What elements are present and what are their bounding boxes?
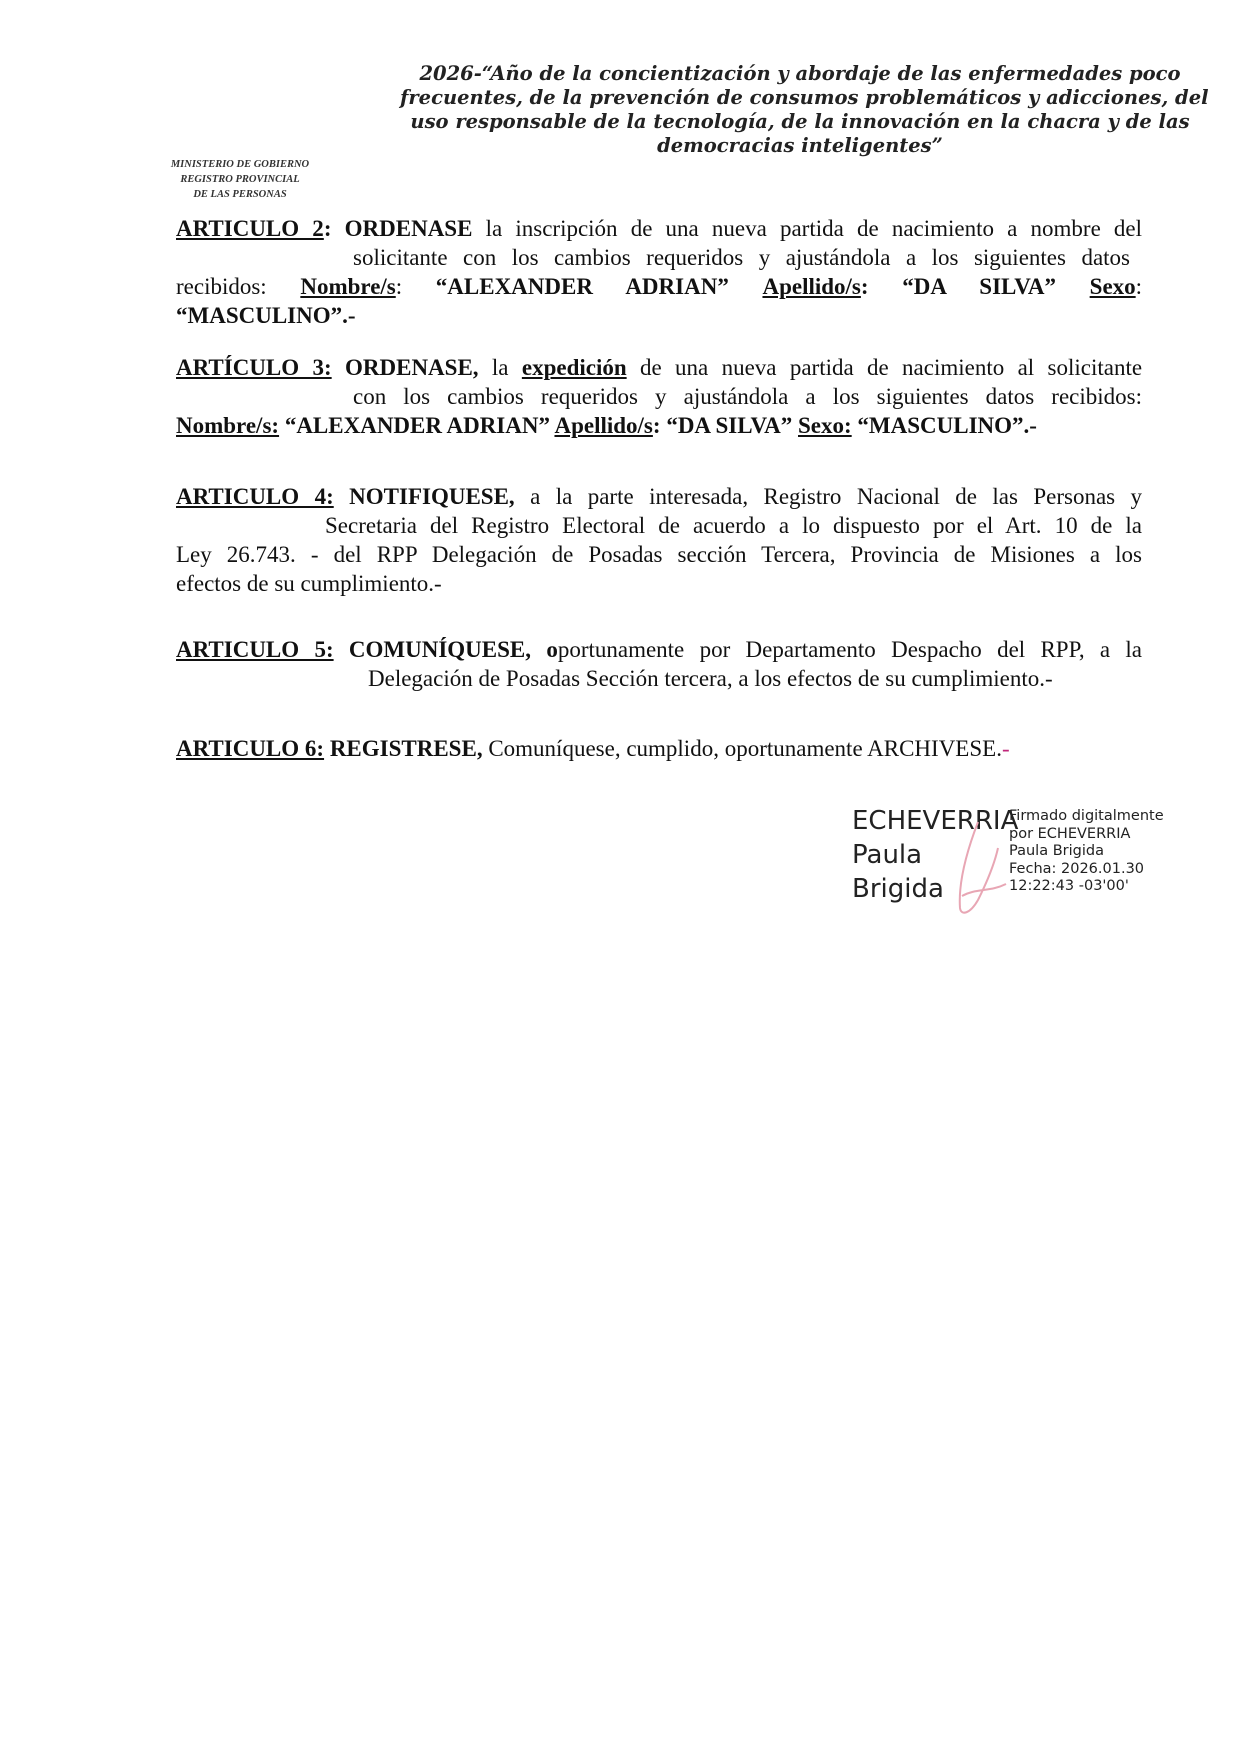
signature-name-line: ECHEVERRIA: [852, 806, 1019, 836]
ministry-line: DE LAS PERSONAS: [193, 189, 287, 200]
article-5-line-2: Delegación de Posadas Sección tercera, a los efectos de su cumplimiento.-: [368, 666, 1053, 691]
field-value: “DA SILVA”: [666, 413, 793, 438]
article-4: [176, 482, 1142, 598]
article-colon: :: [323, 216, 332, 241]
article-text: a la parte interesada, Registro Nacional de las Personas y: [530, 484, 1143, 509]
signature-detail-line: Fecha: 2026.01.30: [1009, 860, 1145, 877]
article-label: ARTÍCULO 3:: [176, 355, 332, 380]
field-label: Sexo: [1089, 274, 1136, 299]
signature-detail-line: Firmado digitalmente: [1009, 808, 1164, 824]
field-value: “MASCULINO”.-: [857, 413, 1037, 438]
article-text: de una nueva partida de nacimiento al solicitante: [639, 355, 1143, 380]
field-label: Apellido/s: [762, 274, 861, 299]
motto-line: uso responsable de la tecnología, de la innovación en la chacra y de las: [410, 110, 1190, 133]
field-label: Nombre/s: [300, 274, 396, 299]
article-4-line-3: Ley 26.743. - del RPP Delegación de Posadas sección Tercera, Provincia de Misiones a los: [176, 542, 1142, 567]
article-text: la inscripción de una nueva partida de nacimiento a nombre del: [485, 216, 1143, 241]
article-5: [176, 635, 1142, 693]
ministry-line: REGISTRO PROVINCIAL: [180, 174, 300, 185]
article-label: ARTICULO 2: [176, 216, 324, 241]
article-2-line-4: [176, 301, 1142, 330]
article-verb: NOTIFIQUESE,: [349, 484, 515, 509]
article-3-line-3: Nombre/s: “ALEXANDER ADRIAN” Apellido/s: “DA SILVA” Sexo: “MASCULINO”.-: [176, 413, 1037, 438]
article-keyword: expedición: [521, 355, 627, 380]
article-text: la: [491, 355, 509, 380]
article-label: ARTICULO 5:: [176, 637, 334, 662]
article-3-line-1: [176, 353, 1142, 382]
signature-detail-line: por ECHEVERRIA: [1009, 825, 1131, 842]
article-text: portunamente por Departamento Despacho del RPP, a la: [557, 637, 1142, 662]
article-2-line-3: recibidos: Nombre/s: “ALEXANDER ADRIAN” Apellido/s: “DA SILVA” Sexo:: [176, 274, 1143, 299]
signature-name-line: Paula: [852, 840, 923, 870]
article-text: recibidos:: [176, 274, 267, 299]
signature-detail-line: Paula Brigida: [1009, 843, 1104, 859]
article-2-line-2: solicitante con los cambios requeridos y ajustándola a los siguientes datos: [353, 245, 1130, 270]
field-value: “MASCULINO”.-: [176, 303, 356, 328]
article-bold-letter: o: [546, 637, 558, 662]
article-4-line-2: Secretaria del Registro Electoral de acuerdo a lo dispuesto por el Art. 10 de la: [325, 513, 1142, 538]
article-label: ARTICULO 6:: [176, 736, 325, 761]
article-2: [176, 214, 1142, 330]
signature-name-line: Brigida: [852, 874, 944, 904]
article-4-line-4: efectos de su cumplimiento.-: [176, 571, 442, 596]
ministry-header: [150, 157, 330, 202]
signature-details: [1009, 808, 1164, 896]
article-verb: REGISTRESE,: [329, 736, 483, 761]
article-6-line-1: [176, 734, 1142, 763]
field-value: “ALEXANDER ADRIAN”: [435, 274, 729, 299]
field-value: “DA SILVA”: [902, 274, 1057, 299]
article-verb: ORDENASE,: [345, 355, 479, 380]
field-label: Nombre/s:: [176, 413, 280, 438]
signature-mark-icon: [948, 818, 1010, 918]
ministry-line: MINISTERIO DE GOBIERNO: [170, 159, 310, 170]
article-text: Comuníquese, cumplido, oportunamente ARCHIVESE.: [488, 736, 1002, 761]
motto-line: frecuentes, de la prevención de consumos problemáticos y adicciones, del: [400, 86, 1209, 109]
article-verb: COMUNÍQUESE,: [348, 637, 532, 662]
article-dash: -: [1001, 736, 1010, 761]
field-label: Sexo:: [798, 413, 852, 438]
article-label: ARTICULO 4:: [176, 484, 334, 509]
article-5-line-1: [176, 635, 1142, 664]
header-motto: [400, 62, 1209, 158]
article-3: [176, 353, 1142, 440]
article-4-line-1: [176, 482, 1142, 511]
motto-line: 2026-“Año de la concientización y abordaje de las enfermedades poco: [419, 62, 1181, 85]
article-3-line-2: con los cambios requeridos y ajustándola a los siguientes datos recibidos:: [353, 384, 1142, 409]
article-verb: ORDENASE: [344, 216, 473, 241]
field-value: “ALEXANDER ADRIAN”: [284, 413, 550, 438]
signature-detail-line: 12:22:43 -03'00': [1009, 878, 1129, 894]
motto-line: democracias inteligentes”: [657, 134, 943, 157]
field-label: Apellido/s: [554, 413, 653, 438]
article-2-line-1: [176, 214, 1142, 243]
article-6: [176, 734, 1142, 763]
